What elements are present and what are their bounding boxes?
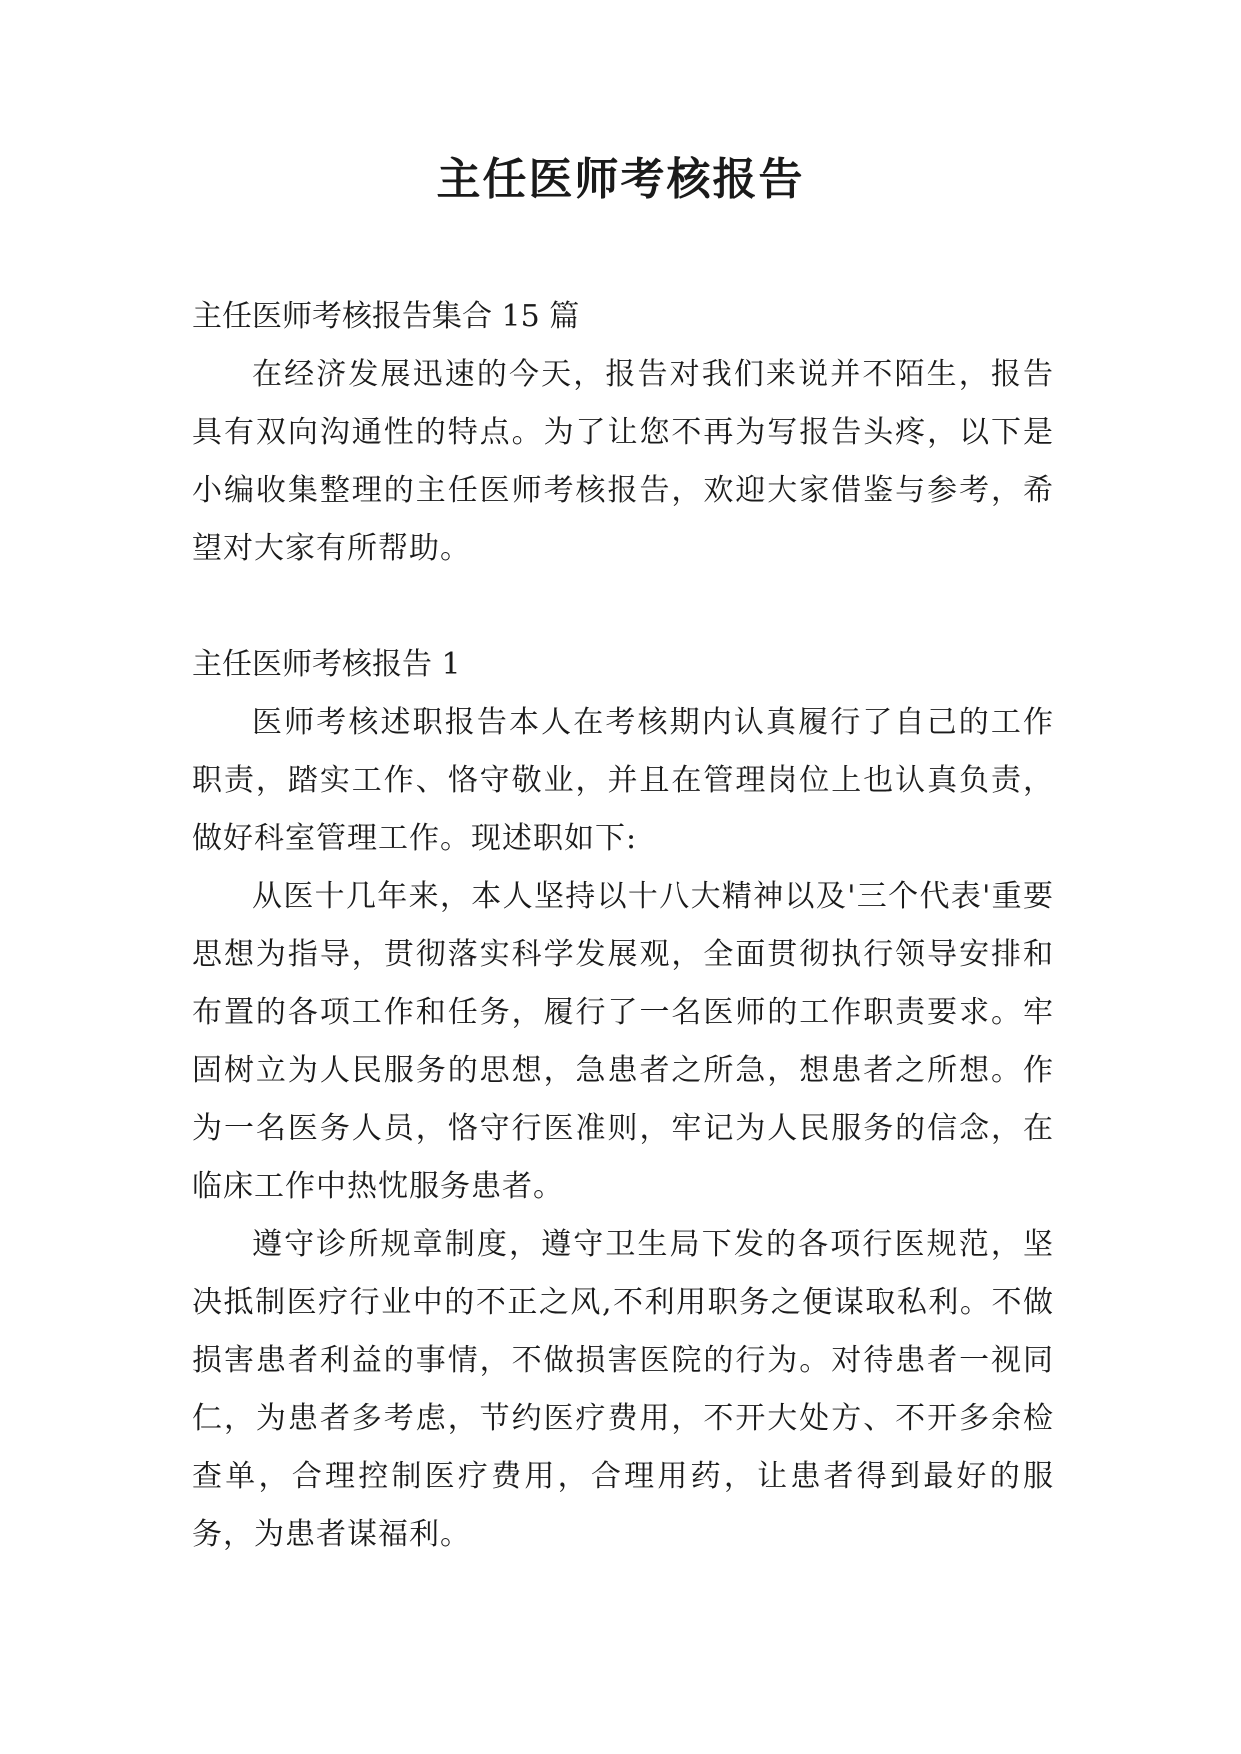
intro-paragraph: 在经济发展迅速的今天，报告对我们来说并不陌生，报告具有双向沟通性的特点。为了让您不再为写报告头疼，以下是小编收集整理的主任医师考核报告，欢迎大家借鉴与参考，希望对大家有所帮助。 xyxy=(192,357,1054,566)
section-paragraph-3: 遵守诊所规章制度，遵守卫生局下发的各项行医规范，坚决抵制医疗行业中的不正之风,不利用职务之便谋取私利。不做损害患者利益的事情，不做损害医院的行为。对待患者一视同仁，为患者多考虑，节约医疗费用，不开大处方、不开多余检查单，合理控制医疗费用，合理用药，让患者得到最好的服务，为患者谋福利。 xyxy=(192,1227,1054,1552)
section-heading: 主任医师考核报告 1 xyxy=(192,647,461,682)
section-spacer xyxy=(192,578,1054,636)
document-body xyxy=(192,288,1054,1564)
section-paragraph-2: 从医十几年来，本人坚持以十八大精神以及'三个代表'重要思想为指导，贯彻落实科学发展观，全面贯彻执行领导安排和布置的各项工作和任务，履行了一名医师的工作职责要求。牢固树立为人民服务的思想，急患者之所急，想患者之所想。作为一名医务人员，恪守行医准则，牢记为人民服务的信念，在临床工作中热忱服务患者。 xyxy=(192,879,1054,1204)
document-subtitle: 主任医师考核报告集合 15 篇 xyxy=(192,299,580,334)
document-title: 主任医师考核报告 xyxy=(436,154,805,205)
section-paragraph-1: 医师考核述职报告本人在考核期内认真履行了自己的工作职责，踏实工作、恪守敬业，并且在管理岗位上也认真负责，做好科室管理工作。现述职如下: xyxy=(192,705,1054,856)
